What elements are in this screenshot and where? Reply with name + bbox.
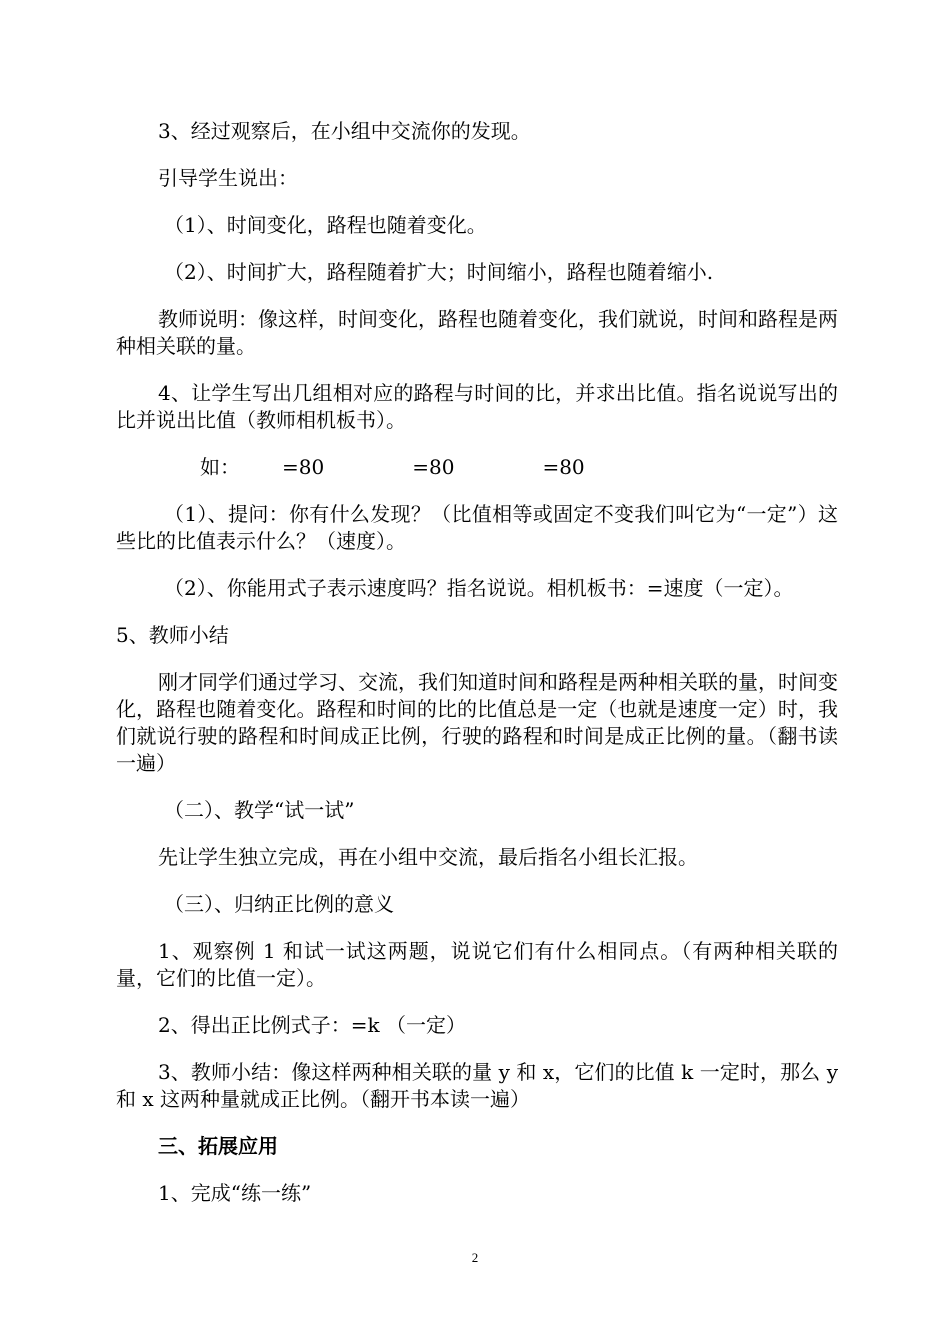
paragraph-meaning-3: 3、教师小结：像这样两种相关联的量 y 和 x，它们的比值 k 一定时，那么 y 和 x 这两种量就成正比例。（翻开书本读一遍） [116,1060,838,1111]
paragraph-summary: 刚才同学们通过学习、交流，我们知道时间和路程是两种相关联的量，时间变化，路程也随着变化。路程和时间的比的比值总是一定（也就是速度一定）时，我们就说行驶的路程和时间成正比例，行驶的路程和时间是成正比例的量。（翻书读一遍） [116,670,838,775]
paragraph-practice: 1、完成“练一练” [158,1181,312,1205]
example-item: =80 [412,455,455,479]
paragraph-question-1: （1）、提问：你有什么发现？（比值相等或固定不变我们叫它为“一定”）这些比的比值表示什么？（速度）。 [116,502,838,553]
paragraph-meaning-heading: （三）、归纳正比例的意义 [164,892,394,916]
document-body [116,118,838,1227]
page-number: 2 [471,1250,479,1265]
paragraph-teacher-explain: 教师说明：像这样，时间变化，路程也随着变化，我们就说，时间和路程是两种相关联的量。 [116,307,838,358]
example-ratios [116,454,838,481]
section-heading-extend: 三、拓展应用 [158,1134,278,1158]
paragraph-try-heading: （二）、教学“试一试” [164,798,355,822]
paragraph-meaning-2: 2、得出正比例式子：=k （一定） [158,1013,466,1037]
paragraph-summary-heading: 5、教师小结 [116,623,229,647]
example-item: =80 [542,455,585,479]
paragraph-meaning-1: 1、观察例 1 和试一试这两题，说说它们有什么相同点。（有两种相关联的量，它们的比值一定）。 [116,939,838,990]
paragraph-try: 先让学生独立完成，再在小组中交流，最后指名小组长汇报。 [158,845,698,869]
example-item: =80 [282,455,325,479]
example-prefix: 如： [200,455,240,479]
paragraph-point-2: （2）、时间扩大，路程随着扩大；时间缩小，路程也随着缩小. [164,260,714,284]
paragraph-question-2: （2）、你能用式子表示速度吗？指名说说。相机板书：=速度（一定）。 [164,576,794,600]
paragraph-observe: 3、经过观察后，在小组中交流你的发现。 [158,119,531,143]
paragraph-guide: 引导学生说出： [158,166,298,190]
paragraph-point-1: （1）、时间变化，路程也随着变化。 [164,213,487,237]
paragraph-write-ratios: 4、让学生写出几组相对应的路程与时间的比，并求出比值。指名说说写出的比并说出比值（教师相机板书）。 [116,381,838,432]
